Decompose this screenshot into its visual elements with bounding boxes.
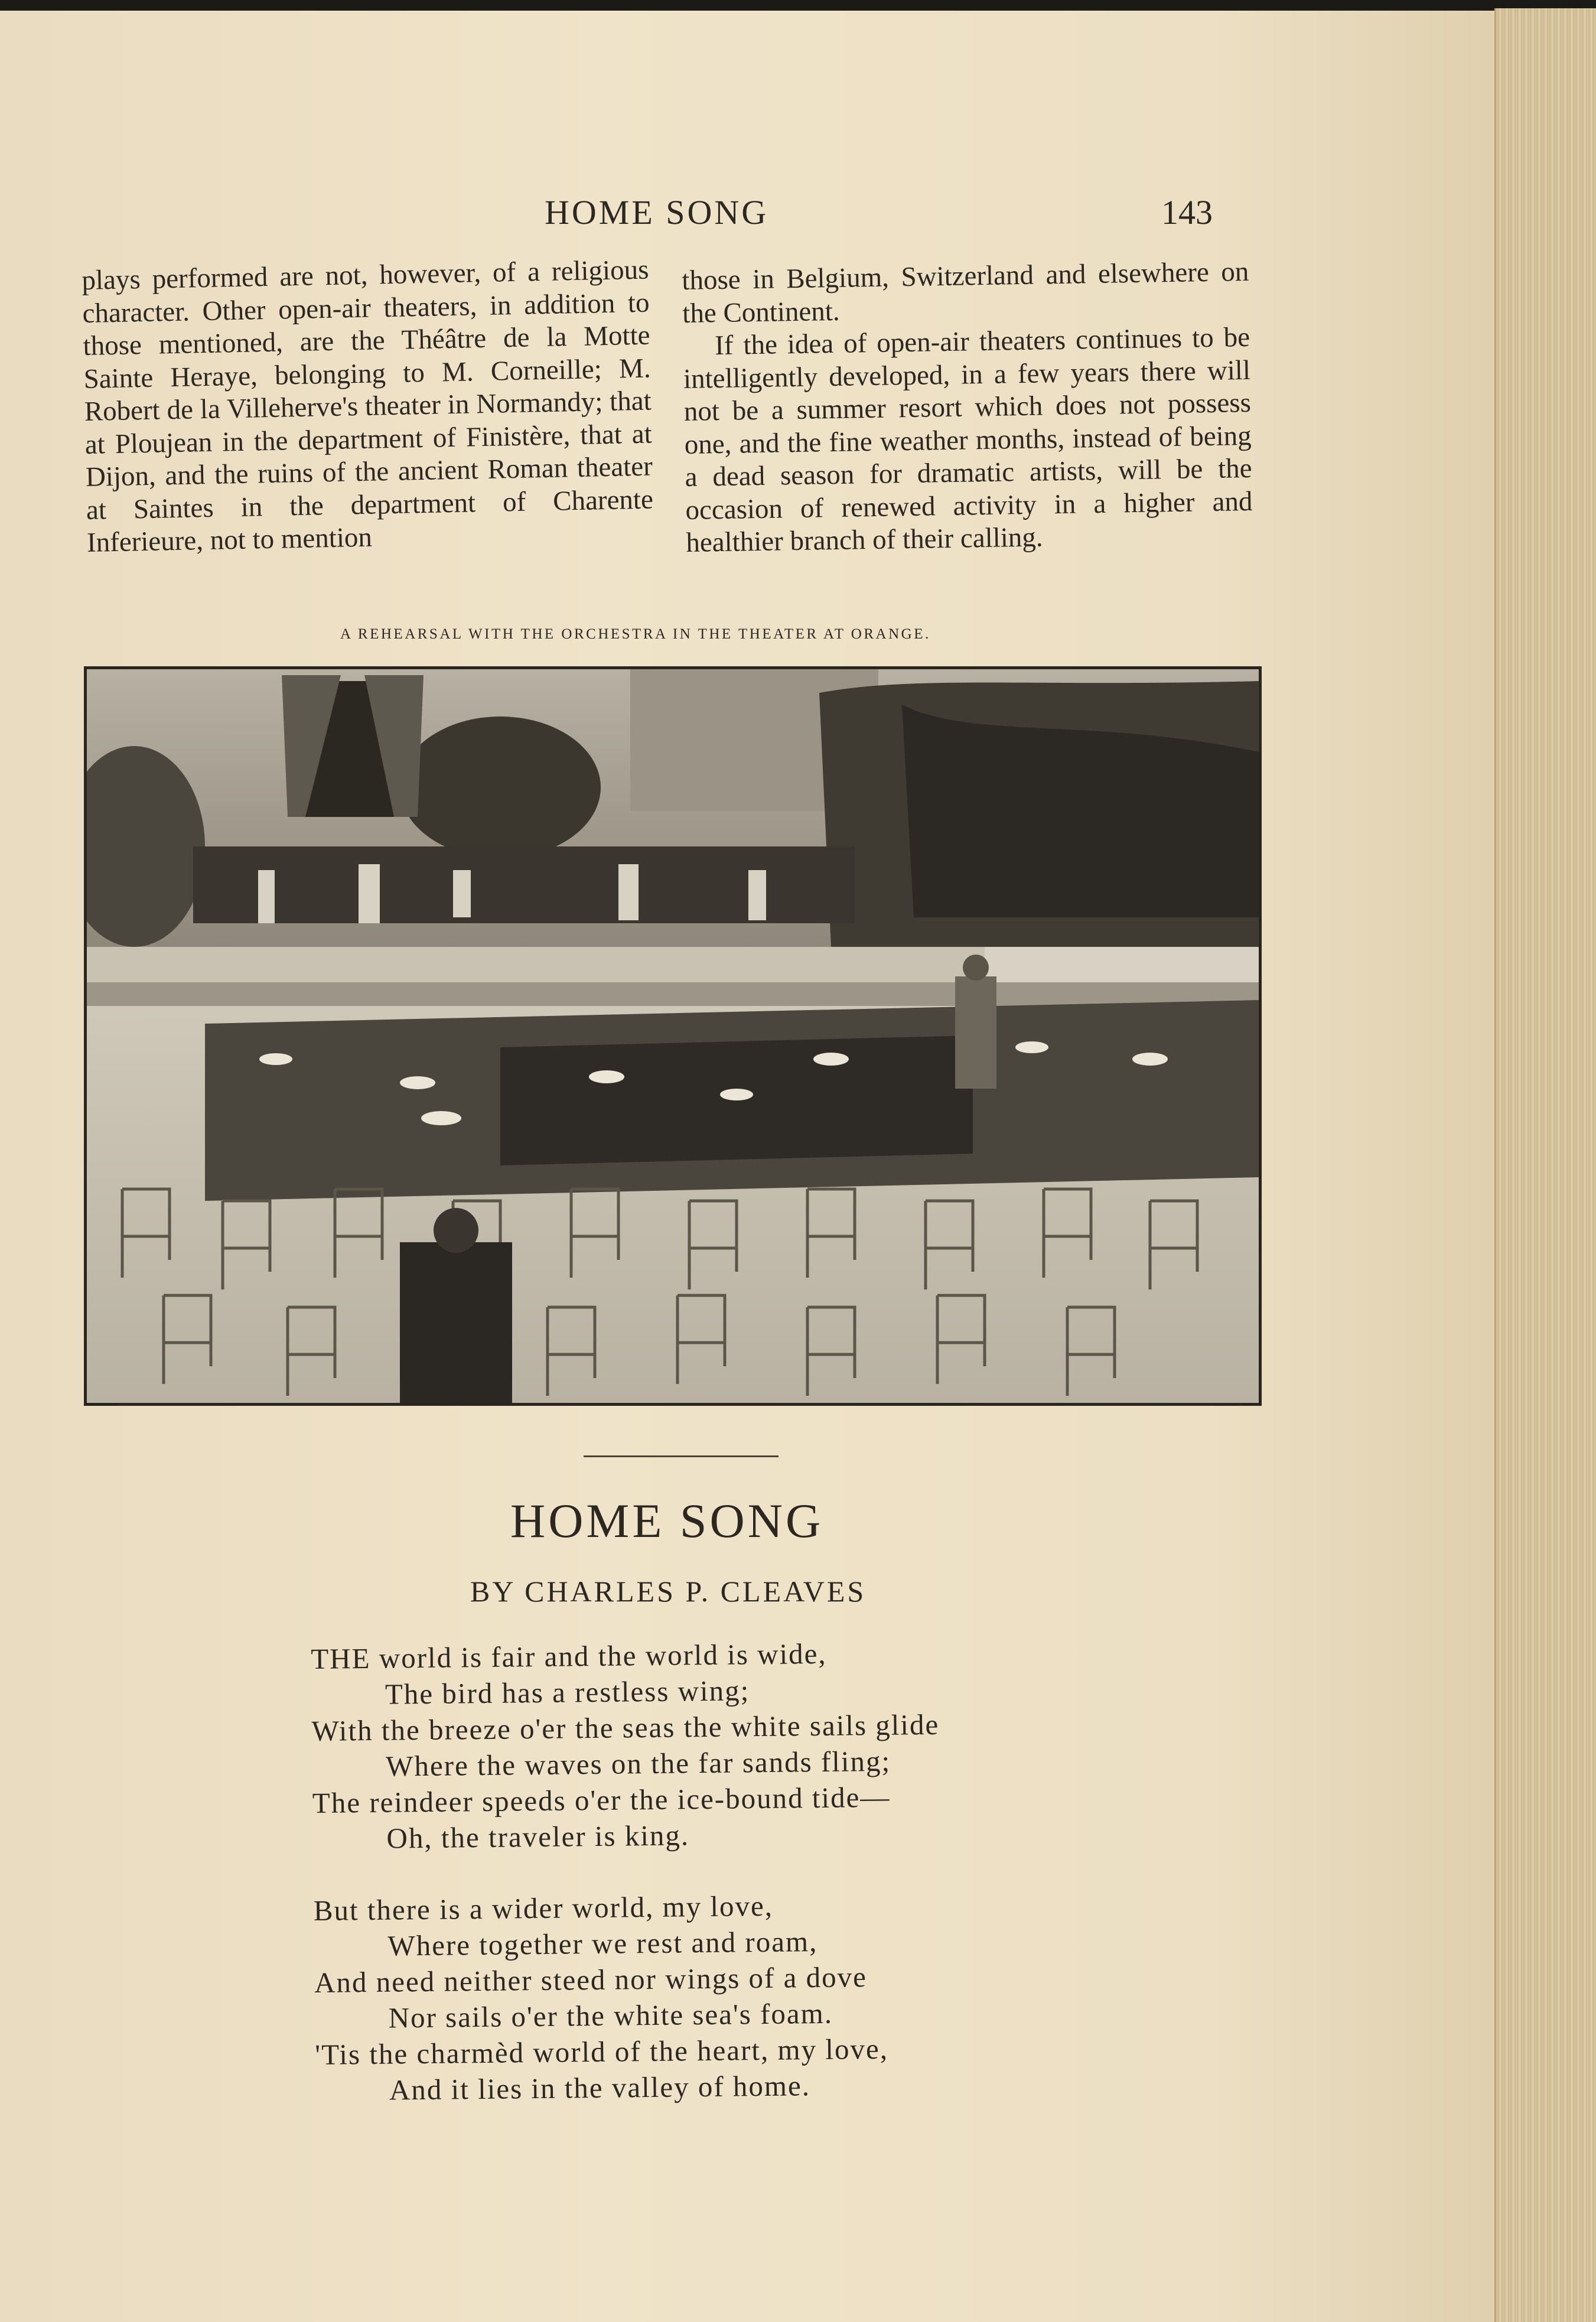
article-right-column: [682, 256, 1253, 560]
article-paragraph: plays performed are not, however, of a religious character. Other open-air theaters, in addition to those mentioned, are the Théâtre de la Motte Sainte Heraye, belonging to M. Corneille; M. Robert de la Villeherve's theater in Normandy; that at Ploujean in the department of Finistère, that at Dijon, and the ruins of the ancient Roman theater at Saintes in the department of Charente Inferieure, not to mention: [82, 254, 654, 558]
poem-title: HOME SONG: [510, 1494, 824, 1548]
poem-line: The reindeer speeds o'er the ice-bound tide—: [312, 1780, 891, 1819]
poem-line: The bird has a restless wing;: [385, 1674, 750, 1711]
poem-line: With the breeze o'er the seas the white sails glide: [311, 1708, 940, 1747]
poem-line: Nor sails o'er the white sea's foam.: [388, 1997, 833, 2034]
poem-line: THE world is fair and the world is wide,: [311, 1637, 827, 1675]
running-title: HOME SONG: [545, 193, 769, 232]
poem-stanza: [313, 1884, 1142, 2109]
poem-line: Where together we rest and roam,: [387, 1925, 818, 1962]
page-number: 143: [1161, 193, 1213, 232]
article-paragraph: If the idea of open-air theaters continues to be intelligently developed, in a few years there will not be a summer resort which does not possess one, and the fine weather months, instead of being a dead season for dramatic artists, will be the occasion of renewed activity in a higher and healthier branch of their calling.: [683, 321, 1253, 558]
poem-line: Where the waves on the far sands fling;: [385, 1744, 891, 1783]
poem-body: [311, 1632, 1143, 2144]
page-edge: [1494, 8, 1596, 2322]
poem-line: Oh, the traveler is king.: [386, 1819, 690, 1855]
poem-byline: BY CHARLES P. CLEAVES: [470, 1575, 867, 1608]
poem-stanza: [311, 1632, 1140, 1857]
article-left-column: [82, 254, 654, 560]
article-paragraph: those in Belgium, Switzerland and elsewhere on the Continent.: [682, 256, 1249, 329]
poem-line: And it lies in the valley of home.: [389, 2069, 811, 2106]
figure-caption: A REHEARSAL WITH THE ORCHESTRA IN THE THEATER AT ORANGE.: [340, 626, 931, 642]
section-divider: [584, 1455, 779, 1457]
poem-line: But there is a wider world, my love,: [313, 1889, 774, 1927]
poem-line: And need neither steed nor wings of a dove: [314, 1960, 868, 1999]
poem-line: 'Tis the charmèd world of the heart, my love,: [315, 2032, 889, 2071]
orchestra-rehearsal-photo: [84, 666, 1262, 1406]
